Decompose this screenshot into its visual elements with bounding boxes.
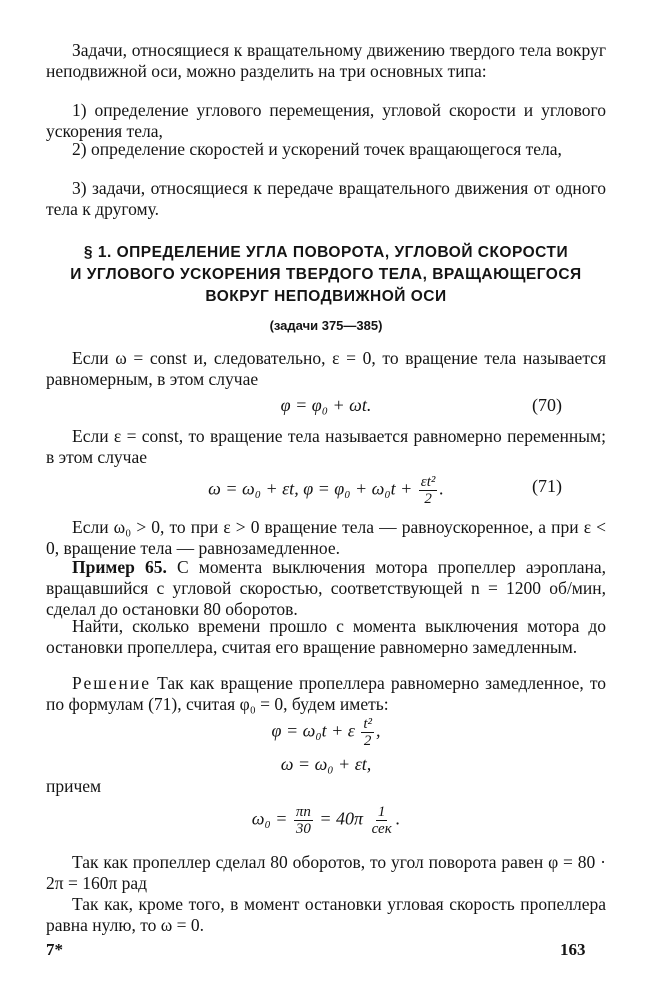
formula-phi-frac-num: t² (363, 716, 372, 732)
formula-phi (46, 716, 606, 749)
page-number: 163 (560, 940, 586, 959)
section-heading-line-2: И УГЛОВОГО УСКОРЕНИЯ ТВЕРДОГО ТЕЛА, ВРАЩАЮЩЕГОСЯ (70, 266, 582, 283)
prichem-text: причем (46, 776, 102, 796)
paragraph-final: Так как, кроме того, в момент остановки угловая скорость пропеллера равна нулю, то ω = 0. (46, 894, 606, 935)
signature-mark: 7* (46, 940, 63, 959)
formula-omega0 (46, 804, 606, 837)
formula-omega0-frac1-den: 30 (295, 821, 311, 837)
section-heading-line-1: § 1. ОПРЕДЕЛЕНИЕ УГЛА ПОВОРОТА, УГЛОВОЙ СКОРОСТИ (83, 244, 569, 261)
formula-omega0-left: ω₀ = (251, 808, 288, 829)
formula-omega0-end: . (395, 808, 401, 829)
formula-phi-frac-den: 2 (363, 733, 372, 749)
paragraph-angle: Так как пропеллер сделал 80 оборотов, то угол поворота равен φ = 80 · 2π = 160π рад (46, 852, 606, 893)
paragraph-uniform: Если ω = const и, следовательно, ε = 0, то вращение тела называется равномерным, в этом случае (46, 348, 606, 389)
formula-omega0-fraction-1 (294, 804, 313, 837)
section-heading-line-3: ВОКРУГ НЕПОДВИЖНОЙ ОСИ (205, 288, 447, 305)
solution-label: Решение (72, 673, 152, 693)
example-paragraph (46, 557, 606, 620)
formula-71-frac-den: 2 (424, 491, 432, 507)
formula-phi-fraction (361, 716, 374, 749)
formula-omega0-frac2-num: 1 (377, 804, 386, 820)
list-item-3: 3) задачи, относящиеся к передаче вращательного движения от одного тела к другому. (46, 178, 606, 219)
solution-text: Так как вращение пропеллера равномерно замедленное, то по формулам (71), считая φ₀ = 0, будем иметь: (46, 673, 606, 714)
formula-71-left: ω = ω₀ + εt, φ = φ₀ + ω₀t + (208, 478, 413, 499)
find-paragraph: Найти, сколько времени прошло с момента выключения мотора до остановки пропеллера, считая его вращение равномерно замедленным. (46, 616, 606, 657)
formula-70-number: (70) (532, 395, 562, 415)
formula-phi-end: , (375, 720, 381, 741)
section-heading (46, 242, 606, 308)
formula-71-frac-num: εt² (420, 474, 436, 490)
example-text: С момента выключения мотора пропеллер аэроплана, вращавшийся с угловой скоростью, соответствующей n = 1200 об/мин, сделал до остановки 80 оборотов. (46, 557, 606, 619)
formula-70 (46, 393, 606, 417)
formula-phi-left: φ = ω₀t + ε (271, 720, 355, 741)
list-item-2: 2) определение скоростей и ускорений точек вращающегося тела, (72, 139, 562, 159)
formula-71-number: (71) (532, 476, 562, 496)
formula-71-fraction (419, 474, 438, 507)
formula-omega0-fraction-2 (370, 804, 394, 837)
paragraph-variable: Если ε = const, то вращение тела называется равномерно переменным; в этом случае (46, 426, 606, 467)
example-label: Пример 65. (72, 557, 167, 577)
formula-70-expr: φ = φ₀ + ωt. (280, 395, 372, 415)
formula-omega0-mid: = 40π (319, 808, 364, 829)
formula-71 (46, 474, 606, 507)
list-item-1: 1) определение углового перемещения, угловой скорости и углового ускорения тела, (46, 100, 606, 141)
task-range: (задачи 375—385) (269, 318, 383, 333)
formula-71-end: . (439, 478, 444, 499)
formula-omega: ω = ω₀ + εt, (280, 754, 372, 774)
solution-paragraph (46, 673, 606, 715)
intro-paragraph: Задачи, относящиеся к вращательному движению твердого тела вокруг неподвижной оси, можно разделить на три основных типа: (46, 40, 606, 81)
formula-omega0-frac2-den: сек (371, 821, 392, 837)
formula-omega0-frac1-num: πn (295, 804, 311, 820)
paragraph-accel-cases: Если ω₀ > 0, то при ε > 0 вращение тела — равноускоренное, а при ε < 0, вращение тела — равнозамедленное. (46, 517, 606, 558)
